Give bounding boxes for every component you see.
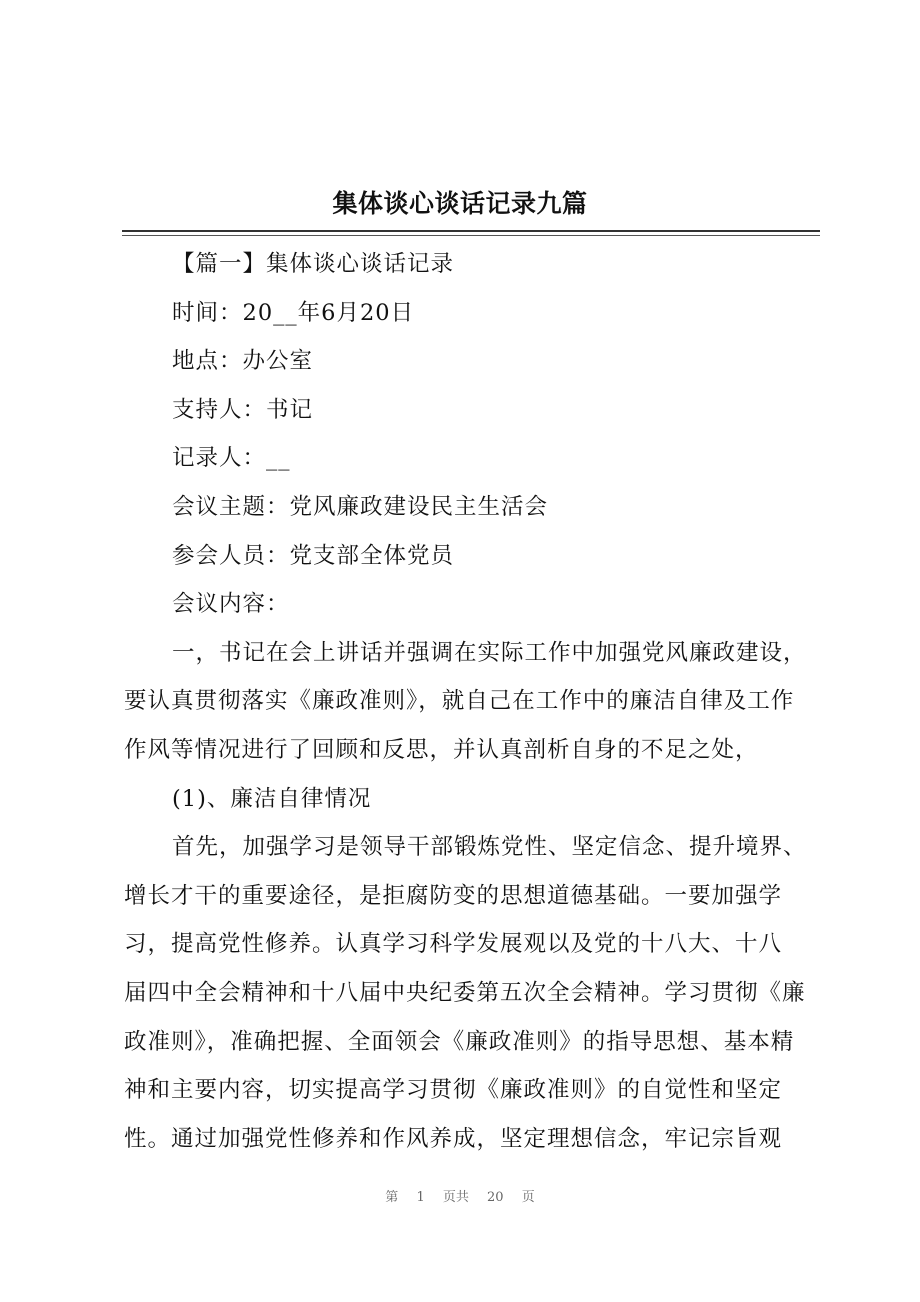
text-line: 作风等情况进行了回顾和反思，并认真剖析自身的不足之处， (124, 736, 759, 763)
text-line: 习，提高党性修养。认真学习科学发展观以及党的十八大、十八 (124, 931, 783, 958)
footer-middle: 页共 (442, 1190, 469, 1205)
text-line: 一，书记在会上讲话并强调在实际工作中加强党风廉政建设， (172, 639, 807, 666)
footer-page-number: 1 (416, 1190, 425, 1205)
text-line: 增长才干的重要途径，是拒腐防变的思想道德基础。一要加强学 (124, 882, 783, 909)
text-line: (1)、廉洁自律情况 (172, 785, 372, 812)
text-line: 参会人员：党支部全体党员 (172, 542, 455, 569)
document-body (124, 240, 824, 1163)
text-line: 【篇一】集体谈心谈话记录 (172, 251, 455, 277)
text-line: 届四中全会精神和十八届中央纪委第五次全会精神。学习贯彻《廉 (124, 979, 806, 1006)
text-line: 要认真贯彻落实《廉政准则》，就自己在工作中的廉洁自律及工作 (124, 688, 795, 715)
text-line: 会议主题：党风廉政建设民主生活会 (172, 493, 549, 520)
text-line: 性。通过加强党性修养和作风养成，坚定理想信念，牢记宗旨观 (124, 1125, 783, 1152)
text-line: 地点：办公室 (172, 348, 314, 375)
title-rule-thin (122, 235, 820, 236)
text-line: 记录人：__ (172, 445, 291, 472)
text-line: 首先，加强学习是领导干部锻炼党性、坚定信念、提升境界、 (172, 834, 807, 861)
page-footer (0, 1186, 920, 1205)
title-rule-thick (122, 230, 820, 232)
footer-total-pages: 20 (487, 1190, 504, 1205)
text-line: 政准则》，准确把握、全面领会《廉政准则》的指导思想、基本精 (124, 1028, 795, 1055)
document-title: 集体谈心谈话记录九篇 (332, 189, 588, 218)
footer-prefix: 第 (385, 1190, 399, 1205)
text-line: 时间：20__年6月20日 (172, 299, 415, 326)
footer-suffix: 页 (521, 1190, 535, 1205)
text-line: 神和主要内容，切实提高学习贯彻《廉政准则》的自觉性和坚定 (124, 1077, 783, 1104)
text-line: 支持人：书记 (172, 396, 314, 423)
text-line: 会议内容： (172, 591, 290, 618)
